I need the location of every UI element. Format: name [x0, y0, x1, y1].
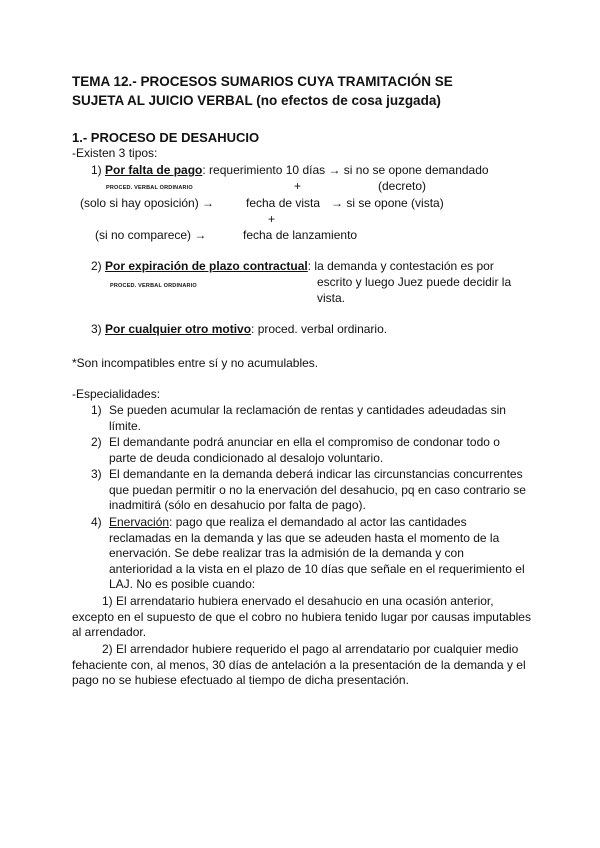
- tipo3-line: [91, 322, 387, 337]
- item1-number: 1): [91, 403, 102, 417]
- tipo1-small-note: PROCED. VERBAL ORDINARIO: [106, 185, 193, 191]
- tipo1-text: requerimiento 10 días → si no se opone demandado: [205, 163, 489, 177]
- tipo1-plus-2: +: [268, 212, 276, 226]
- tipo1-decreto: (decreto): [378, 179, 427, 193]
- tipo2-text-3: vista.: [317, 291, 346, 305]
- section-heading: 1.- PROCESO DE DESAHUCIO: [72, 130, 260, 145]
- tipo2-small-note: PROCED. VERBAL ORDINARIO: [110, 283, 197, 289]
- page-title-line-2: SUJETA AL JUICIO VERBAL (no efectos de cosa juzgada): [72, 93, 441, 108]
- item3-number: 3): [91, 467, 102, 481]
- tipo2-text-1: : la demanda y contestación es por: [307, 259, 494, 273]
- tipo3-text: : proced. verbal ordinario.: [251, 322, 388, 336]
- item2-number: 2): [91, 435, 102, 449]
- item4-text: [109, 515, 529, 593]
- tipo1-fecha-lanzamiento: fecha de lanzamiento: [243, 228, 358, 242]
- item4-label: Enervación: [109, 515, 170, 529]
- tipo1-fecha-vista: fecha de vista: [246, 196, 321, 210]
- subitem-1-text: 1) El arrendatario hubiera enervado el desahucio en una ocasión anterior, excepto en el supuesto de que el cobro no hubiera tenido lugar por causas imputables al arrendador.: [72, 594, 531, 640]
- incompatibility-note: *Son incompatibles entre sí y no acumulables.: [72, 356, 319, 370]
- tipo1-plus-1: +: [294, 179, 302, 193]
- item1-text: Se pueden acumular la reclamación de rentas y cantidades adeudadas sin límite.: [109, 403, 506, 433]
- subitem-2-text: 2) El arrendador hubiere requerido el pago al arrendatario por cualquier medio fehaciente con, al menos, 30 días de antelación a la presentación de la demanda y el pago no se hubiese efectuado al tiempo de dicha presentación.: [72, 642, 526, 688]
- item4-body: : pago que realiza el demandado al actor las cantidades reclamadas en la demanda y las que se adeuden hasta el momento de la enervación. Se debe realizar tras la admisión de la demanda y con anterioridad a la vista en el plazo de 10 días que señale en el requerimiento el LAJ. No es posible cuando:: [109, 515, 525, 592]
- tipo1-oposicion: (solo si hay oposición) →: [80, 196, 215, 210]
- item4-number: 4): [91, 515, 102, 529]
- tipo3-label: Por cualquier otro motivo: [105, 322, 252, 336]
- tipo1-label: Por falta de pago: [105, 163, 203, 177]
- item2-text: El demandante podrá anunciar en ella el compromiso de condonar todo o parte de deuda condicionado al desalojo voluntario.: [109, 435, 500, 465]
- item3-text: El demandante en la demanda deberá indicar las circunstancias concurrentes que puedan permitir o no la enervación del desahucio, pq en caso contrario se inadmitirá (sólo en desahucio por falta de pago).: [109, 467, 526, 513]
- tipo1-colon: :: [202, 163, 206, 177]
- tipo2-text-2: escrito y luego Juez puede decidir la: [317, 275, 512, 289]
- tipo3-number: 3): [91, 322, 102, 336]
- tipo1-se-opone: → si se opone (vista): [331, 196, 444, 210]
- tipo2-number: 2): [91, 259, 102, 273]
- page-title-line-1: TEMA 12.- PROCESOS SUMARIOS CUYA TRAMITACIÓN SE: [72, 74, 453, 89]
- types-intro: -Existen 3 tipos:: [72, 146, 158, 160]
- tipo1-number: 1): [91, 163, 102, 177]
- tipo1-no-comparece: (si no comparece) →: [95, 228, 207, 242]
- tipo1-line: [91, 163, 489, 178]
- tipo2-label: Por expiración de plazo contractual: [105, 259, 308, 273]
- especialidades-heading: -Especialidades:: [72, 387, 161, 401]
- tipo2-line: [91, 259, 494, 274]
